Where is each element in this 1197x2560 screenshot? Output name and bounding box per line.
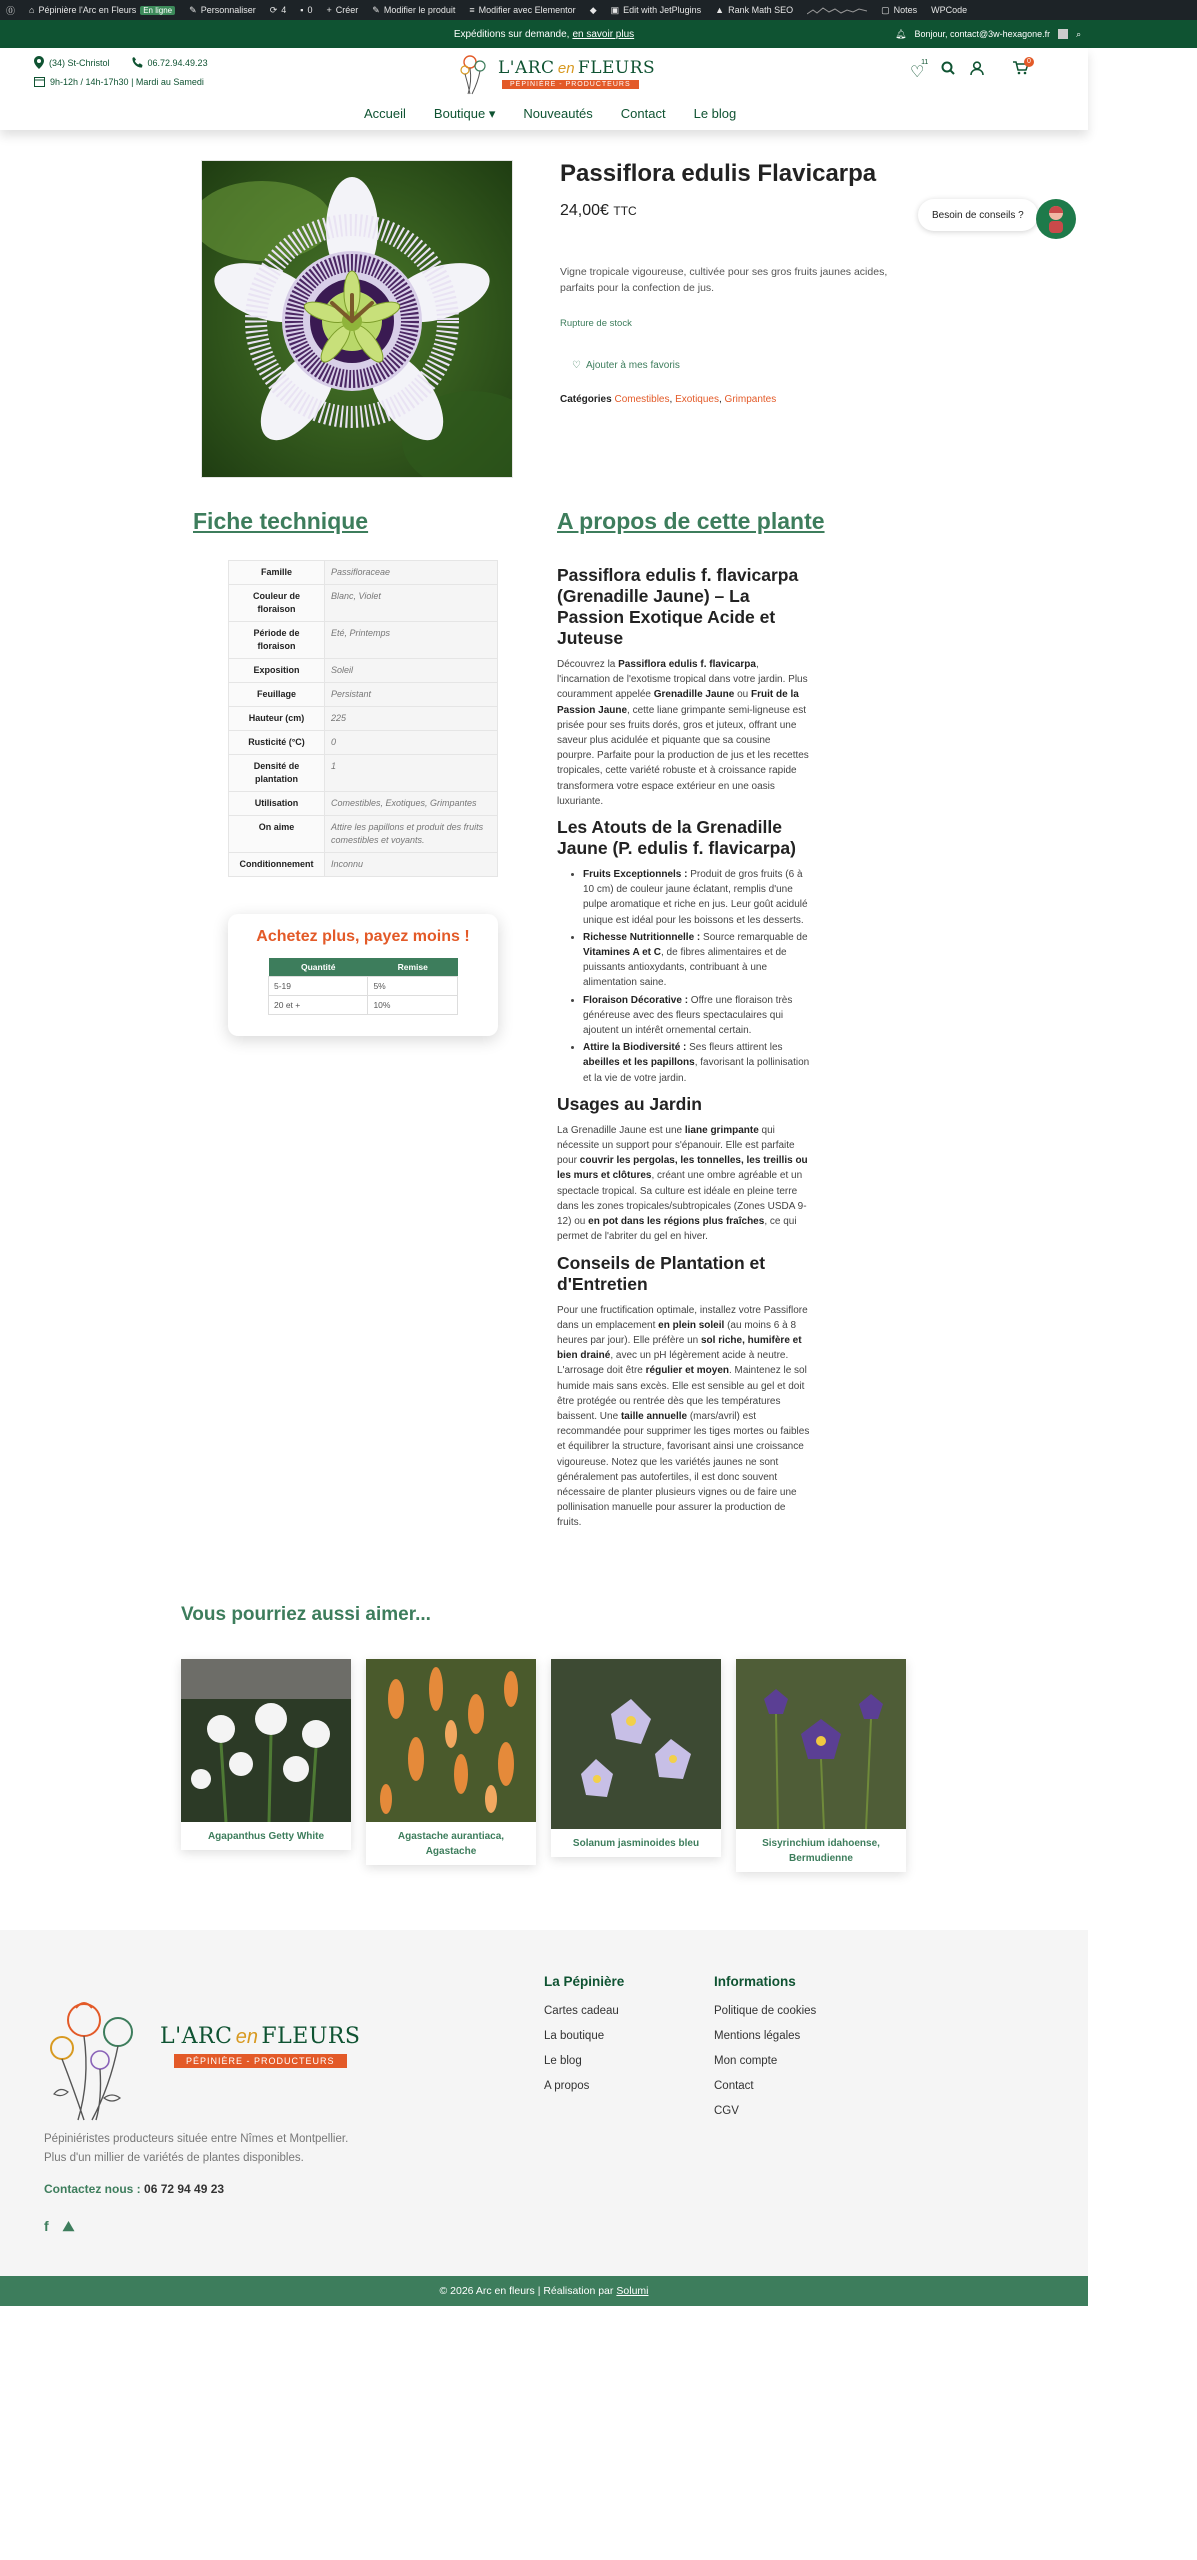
fiche-key: Famille xyxy=(229,561,325,585)
shipping-text: Expéditions sur demande, xyxy=(453,28,570,40)
admin-site-link[interactable]: ⌂ Pépinière l'Arc en Fleurs En ligne xyxy=(29,5,175,15)
stats-sparkline-icon[interactable] xyxy=(807,5,867,15)
atouts-list xyxy=(583,867,810,1086)
map-icon[interactable]: ⛰︎ xyxy=(62,2218,75,2234)
product-photo[interactable] xyxy=(736,1659,906,1829)
bold-text: couvrir les pergolas, les tonnelles, les treillis ou les murs et clôtures xyxy=(557,1155,808,1182)
fiche-key: Feuillage xyxy=(229,683,325,707)
fiche-key: Exposition xyxy=(229,659,325,683)
fiche-key: Couleur de floraison xyxy=(229,585,325,622)
about-paragraph xyxy=(557,1123,810,1245)
product-price xyxy=(560,202,637,220)
logo-flower-icon xyxy=(456,50,496,96)
fiche-value: Passifloraceae xyxy=(325,561,498,585)
fiche-row xyxy=(229,731,498,755)
bold-text: sol riche, humifère et bien drainé xyxy=(557,1334,802,1362)
wpcode-link[interactable] xyxy=(931,5,967,15)
text-segment: , favorisant la pollinisation et la vie de votre jardin. xyxy=(583,1057,810,1084)
text-segment: , avec un pH légèrement acide à neutre. L'arrosage doit être xyxy=(557,1350,789,1377)
fiche-row xyxy=(229,853,498,877)
heart-icon: ♡ xyxy=(572,360,581,371)
fiche-row xyxy=(229,816,498,853)
nav-boutique-label: Boutique xyxy=(433,106,486,121)
bold-text: liane grimpante xyxy=(684,1124,759,1136)
nav-boutique[interactable] xyxy=(434,106,495,122)
discount-value: 5% xyxy=(368,977,458,996)
stock-status: Rupture de stock xyxy=(560,318,632,329)
product-image[interactable] xyxy=(201,160,513,478)
categories-label: Catégories xyxy=(560,394,612,405)
price-suffix: TTC xyxy=(613,204,637,218)
logo-word-fleurs: FLEURS xyxy=(577,58,656,78)
sisyrinchium-photo xyxy=(736,1659,906,1829)
bold-text: Floraison Décorative : xyxy=(583,994,689,1006)
fiche-row xyxy=(229,707,498,731)
fiche-row xyxy=(229,659,498,683)
avatar[interactable] xyxy=(1058,29,1068,39)
jetplugins-link[interactable]: ▣ Edit with JetPlugins xyxy=(610,4,702,15)
social-links xyxy=(44,2218,74,2235)
fiche-key: On aime xyxy=(229,816,325,853)
fiche-value: 0 xyxy=(325,731,498,755)
edit-product-label: Modifier le produit xyxy=(383,5,456,15)
contact-label: Contactez nous : xyxy=(44,2182,141,2196)
heart-icon: ♡ xyxy=(910,64,925,81)
cart-count: 0 xyxy=(1024,57,1034,67)
fiche-key: Conditionnement xyxy=(229,853,325,877)
phone-text[interactable]: 06.72.94.49.23 xyxy=(147,57,208,68)
logo-wordmark xyxy=(160,2024,361,2049)
product-name[interactable]: Agastache aurantiaca, Agastache xyxy=(397,1831,505,1857)
fiche-key: Rusticité (°C) xyxy=(229,731,325,755)
bold-text: en plein soleil xyxy=(658,1319,725,1331)
atout-item xyxy=(583,1040,810,1086)
search-icon[interactable] xyxy=(941,61,955,80)
bold-text: Fruit de la Passion Jaune xyxy=(557,689,799,716)
fiche-row xyxy=(229,585,498,622)
fiche-row xyxy=(229,755,498,792)
footer-link[interactable]: Cartes cadeau xyxy=(544,2005,619,2017)
fiche-key: Densité de plantation xyxy=(229,755,325,792)
footer-link[interactable]: Le blog xyxy=(544,2055,582,2067)
fiche-value: Attire les papillons et produit des fruits comestibles et voyants. xyxy=(325,816,498,853)
about-h-usages: Usages au Jardin xyxy=(557,1093,702,1114)
discount-row xyxy=(269,996,458,1015)
hours-text: 9h-12h / 14h-17h30 | Mardi au Samedi xyxy=(50,76,204,87)
rankmath-link[interactable]: ▲ Rank Math SEO xyxy=(715,5,794,15)
text-segment: , cette liane grimpante semi-ligneuse est prisée pour ses fruits dorés, gros et juteux, offrant une saveur plus acidulée et piquante que sa cousine pourpre. Parfaite pour la production de jus et les recettes tropicales, cette variété robuste et à croissance rapide transformera votre espace extérieur en une oasis luxuriante. xyxy=(557,704,809,807)
fiche-value: Comestibles, Exotiques, Grimpantes xyxy=(325,792,498,816)
footer-link[interactable]: Mentions légales xyxy=(714,2030,801,2042)
product-photo[interactable] xyxy=(551,1659,721,1829)
price-value: 24,00€ xyxy=(560,202,609,219)
shipping-link[interactable]: en savoir plus xyxy=(572,28,635,40)
fiche-row xyxy=(229,561,498,585)
favorite-label: Ajouter à mes favoris xyxy=(585,360,680,371)
text-segment: , de fibres alimentaires et de puissants antioxydants, contribuant à une alimentation saine. xyxy=(583,947,787,989)
updates-link[interactable]: ⟳ 4 xyxy=(269,4,287,15)
about-h-atouts: Les Atouts de la Grenadille Jaune (P. edulis f. flavicarpa) xyxy=(557,817,796,859)
wishlist-count: 11 xyxy=(921,59,929,66)
product-name[interactable]: Sisyrinchium idahoense, Bermudienne xyxy=(762,1838,880,1864)
updates-count: 4 xyxy=(281,5,287,15)
fiche-value: Soleil xyxy=(325,659,498,683)
online-badge: En ligne xyxy=(140,6,175,15)
cart-button[interactable] xyxy=(1013,58,1031,80)
footer-link[interactable]: A propos xyxy=(544,2080,590,2092)
text-segment: (au moins 6 à 8 heures par jour). Elle préfère un xyxy=(557,1319,797,1346)
customize-label: Personnaliser xyxy=(200,5,256,15)
logo-wordmark xyxy=(498,58,655,78)
passion-flower-photo xyxy=(202,161,513,478)
text-segment: Ses fleurs attirent les xyxy=(686,1042,783,1054)
bold-text: abeilles et les papillons xyxy=(583,1057,695,1069)
jetplugins-label: Edit with JetPlugins xyxy=(623,5,702,15)
atout-item xyxy=(583,993,810,1039)
location-text: (34) St-Christol xyxy=(49,57,110,68)
agastache-photo xyxy=(366,1659,536,1822)
comments-link[interactable]: ▪ 0 xyxy=(300,5,313,15)
about-paragraph xyxy=(557,657,810,809)
category-link[interactable]: Grimpantes xyxy=(724,394,777,405)
bold-text: Fruits Exceptionnels : xyxy=(583,869,688,881)
fiche-key: Hauteur (cm) xyxy=(229,707,325,731)
notes-label: Notes xyxy=(893,5,918,15)
comments-count: 0 xyxy=(307,5,313,15)
elementor-label: Modifier avec Elementor xyxy=(478,5,576,15)
footer-link[interactable]: Contact xyxy=(714,2080,754,2092)
bold-text: en pot dans les régions plus fraîches xyxy=(588,1216,765,1228)
map-pin-icon xyxy=(34,56,44,69)
notes-link[interactable]: ▢ Notes xyxy=(881,4,918,15)
solanum-photo xyxy=(551,1659,721,1829)
edit-product-link[interactable]: ✎ Modifier le produit xyxy=(372,4,456,15)
text-segment: Offre une floraison très généreuse avec des fleurs spectaculaires qui ajoutent un intérêt ornemental certain. xyxy=(583,994,793,1037)
copyright-text: © 2026 Arc en fleurs | Réalisation par xyxy=(439,2285,614,2297)
rankmath-label: Rank Math SEO xyxy=(728,5,794,15)
about-h-main: Passiflora edulis f. flavicarpa (Grenadille Jaune) – La Passion Exotique Acide et Juteuse xyxy=(557,565,799,648)
bell-icon[interactable]: 🔔︎ xyxy=(895,28,907,39)
fiche-value: 1 xyxy=(325,755,498,792)
bold-text: Vitamines A et C xyxy=(583,947,661,959)
text-segment: Produit de gros fruits (6 à 10 cm) de couleur jaune éclatant, remplis d'une pulpe aromatique et riche en jus. Leur goût acidulé unique est idéal pour les boissons et les desserts. xyxy=(583,869,808,926)
site-header xyxy=(0,48,1088,130)
discount-row xyxy=(269,977,458,996)
admin-site-label: Pépinière l'Arc en Fleurs xyxy=(38,5,137,15)
footer-link[interactable]: Mon compte xyxy=(714,2055,778,2067)
user-icon[interactable] xyxy=(970,61,984,80)
about-h-conseils: Conseils de Plantation et d'Entretien xyxy=(557,1252,766,1294)
technical-sheet-table xyxy=(228,560,498,877)
product-categories: Catégories Comestibles, Exotiques, Grimpantes xyxy=(560,394,777,405)
product-photo[interactable] xyxy=(181,1659,351,1822)
related-product-card[interactable] xyxy=(736,1659,906,1872)
discount-header-remise: Remise xyxy=(368,958,458,977)
logo-word-arc: L'ARC xyxy=(160,2024,233,2049)
footer-contact xyxy=(44,2182,224,2196)
product-short-description: Vigne tropicale vigoureuse, cultivée pour ses gros fruits jaunes acides, parfaits pour la confection de jus. xyxy=(560,266,888,294)
location-line xyxy=(34,56,208,69)
fiche-row xyxy=(229,792,498,816)
topbar-extension xyxy=(1088,20,1197,48)
fiche-value: Inconnu xyxy=(325,853,498,877)
volume-discount-box xyxy=(228,914,498,1036)
product-photo[interactable] xyxy=(366,1659,536,1822)
discount-table xyxy=(268,958,458,1015)
create-label: Créer xyxy=(335,5,359,15)
phone-icon xyxy=(132,57,143,68)
wordpress-icon[interactable]: ⓪ xyxy=(6,5,16,16)
discount-qty: 20 et + xyxy=(269,996,368,1015)
footer-tagline xyxy=(44,2130,444,2168)
atout-item xyxy=(583,930,810,991)
text-segment: Source remarquable de xyxy=(700,931,808,943)
copyright-bar xyxy=(0,2276,1088,2306)
fiche-technique-heading: Fiche technique xyxy=(193,508,369,534)
logo-word-en: en xyxy=(235,2026,259,2048)
nav-blog[interactable]: Le blog xyxy=(693,106,737,121)
footer-link[interactable]: Politique de cookies xyxy=(714,2005,817,2017)
nav-contact[interactable]: Contact xyxy=(620,106,666,121)
footer-col-pepiniere xyxy=(544,1974,624,2099)
related-product-card[interactable] xyxy=(181,1659,351,1850)
fiche-value: Blanc, Violet xyxy=(325,585,498,622)
discount-header-quantity: Quantité xyxy=(269,958,368,977)
caret-down-icon: ▾ xyxy=(488,106,496,121)
fiche-value: Persistant xyxy=(325,683,498,707)
fiche-key: Utilisation xyxy=(229,792,325,816)
nav-accueil[interactable]: Accueil xyxy=(364,106,406,121)
agapanthus-photo xyxy=(181,1659,351,1822)
help-chat-button[interactable]: Besoin de conseils ? xyxy=(918,199,1038,231)
customize-link[interactable]: ✎ Personnaliser xyxy=(189,4,256,15)
logo-word-arc: L'ARC xyxy=(498,58,555,78)
admin-account-area xyxy=(895,20,1081,48)
fiche-value: 225 xyxy=(325,707,498,731)
text-segment: La Grenadille Jaune est une xyxy=(557,1124,685,1136)
bold-text: régulier et moyen xyxy=(645,1365,729,1377)
logo-word-fleurs: FLEURS xyxy=(261,2024,361,2049)
site-logo[interactable] xyxy=(456,50,656,98)
nav-nouveautes[interactable]: Nouveautés xyxy=(523,106,593,121)
footer-link[interactable]: La boutique xyxy=(544,2030,605,2042)
hours-line xyxy=(34,76,204,87)
tagline-line: Plus d'un millier de variétés de plantes disponibles. xyxy=(44,2152,304,2164)
fiche-row xyxy=(229,622,498,659)
atout-item xyxy=(583,867,810,928)
calendar-icon xyxy=(34,76,45,87)
bold-text: Passiflora edulis f. flavicarpa xyxy=(618,659,756,670)
search-icon[interactable]: ⌕ xyxy=(1076,28,1082,39)
text-segment: qui nécessite un support pour s'épanouir. Elle est parfaite pour xyxy=(557,1124,795,1167)
fiche-key: Période de floraison xyxy=(229,622,325,659)
text-segment: , créant une ombre agréable et un spectacle tropical. Sa culture est idéale en pleine terre dans les zones tropicales/subtropicales (Zones USDA 9-12) ou xyxy=(557,1170,807,1228)
contact-phone[interactable]: 06 72 94 49 23 xyxy=(144,2182,225,2196)
bold-text: Attire la Biodiversité : xyxy=(583,1042,687,1054)
credit-link[interactable]: Solumi xyxy=(616,2285,649,2297)
text-segment: , l'incarnation de l'exotisme tropical dans votre jardin. Plus couramment appelée xyxy=(557,659,808,701)
about-paragraph xyxy=(557,1303,810,1531)
bold-text: Grenadille Jaune xyxy=(653,689,735,701)
discount-qty: 5-19 xyxy=(269,977,368,996)
logo-subtitle: PÉPINIÈRE - PRODUCTEURS xyxy=(502,80,639,89)
about-plant-heading: A propos de cette plante xyxy=(557,508,825,534)
text-segment: . Maintenez le sol humide mais sans excès. Elle est sensible au gel et doit être protégée ou rentrée dès que les températures baissent. Une xyxy=(557,1365,807,1422)
product-title: Passiflora edulis Flavicarpa xyxy=(560,160,877,187)
footer-logo[interactable] xyxy=(44,1990,361,2126)
wishlist-button[interactable] xyxy=(910,59,929,82)
wpcode-label: WPCode xyxy=(931,5,968,15)
product-name[interactable]: Agapanthus Getty White xyxy=(207,1831,325,1842)
category-link[interactable]: Comestibles xyxy=(614,394,670,405)
product-name[interactable]: Solanum jasminoides bleu xyxy=(572,1838,700,1849)
text-segment: Découvrez la xyxy=(557,659,619,670)
tagline-line: Pépiniéristes producteurs située entre Nîmes et Montpellier. xyxy=(44,2133,349,2145)
plant-description xyxy=(557,565,810,1539)
create-link[interactable]: + Créer xyxy=(326,5,359,15)
discount-title: Achetez plus, payez moins ! xyxy=(256,928,470,945)
footer-link[interactable]: CGV xyxy=(714,2105,739,2117)
related-products-heading: Vous pourriez aussi aimer... xyxy=(181,1604,431,1625)
admin-bar xyxy=(0,0,1197,20)
facebook-icon[interactable]: f xyxy=(44,2218,49,2234)
logo-word-en: en xyxy=(557,60,575,77)
related-product-card[interactable] xyxy=(551,1659,721,1857)
diamond-icon[interactable]: ◆ xyxy=(589,4,597,15)
admin-greeting[interactable]: Bonjour, contact@3w-hexagone.fr xyxy=(914,29,1051,39)
footer-col-title: Informations xyxy=(714,1974,796,1989)
main-nav xyxy=(364,106,736,122)
footer-col-informations xyxy=(714,1974,816,2124)
category-link[interactable]: Exotiques xyxy=(675,394,719,405)
related-product-card[interactable] xyxy=(366,1659,536,1865)
logo-subtitle: PÉPINIÈRE - PRODUCTEURS xyxy=(174,2054,347,2068)
text-segment: ou xyxy=(734,689,752,701)
bold-text: taille annuelle xyxy=(620,1410,688,1422)
add-to-favorites-button[interactable] xyxy=(572,360,680,371)
assistant-avatar-icon xyxy=(1045,204,1067,234)
fiche-row xyxy=(229,683,498,707)
site-footer xyxy=(0,1930,1088,2276)
text-segment: (mars/avril) est recommandée pour supprimer les tiges mortes ou faibles et équilibrer la structure, favorisant ainsi une croissance vigoureuse. Notez que les variétés jaunes ne sont généralement pas autofertiles, il est donc souvent nécessaire de planter plusieurs vignes ou de faire une pollinisation manuelle pour assurer la production de fruits. xyxy=(557,1410,810,1529)
chat-avatar[interactable] xyxy=(1036,199,1076,239)
footer-col-title: La Pépinière xyxy=(544,1974,625,1989)
fiche-value: Eté, Printemps xyxy=(325,622,498,659)
bold-text: Richesse Nutritionnelle : xyxy=(583,931,701,943)
elementor-link[interactable]: ≡ Modifier avec Elementor xyxy=(469,5,576,15)
discount-value: 10% xyxy=(368,996,458,1015)
text-segment: , ce qui permet de l'abriter du gel en hiver. xyxy=(557,1216,797,1243)
text-segment: Pour une fructification optimale, installez votre Passiflore dans un emplacement xyxy=(557,1304,808,1331)
logo-flower-icon xyxy=(44,1990,154,2126)
